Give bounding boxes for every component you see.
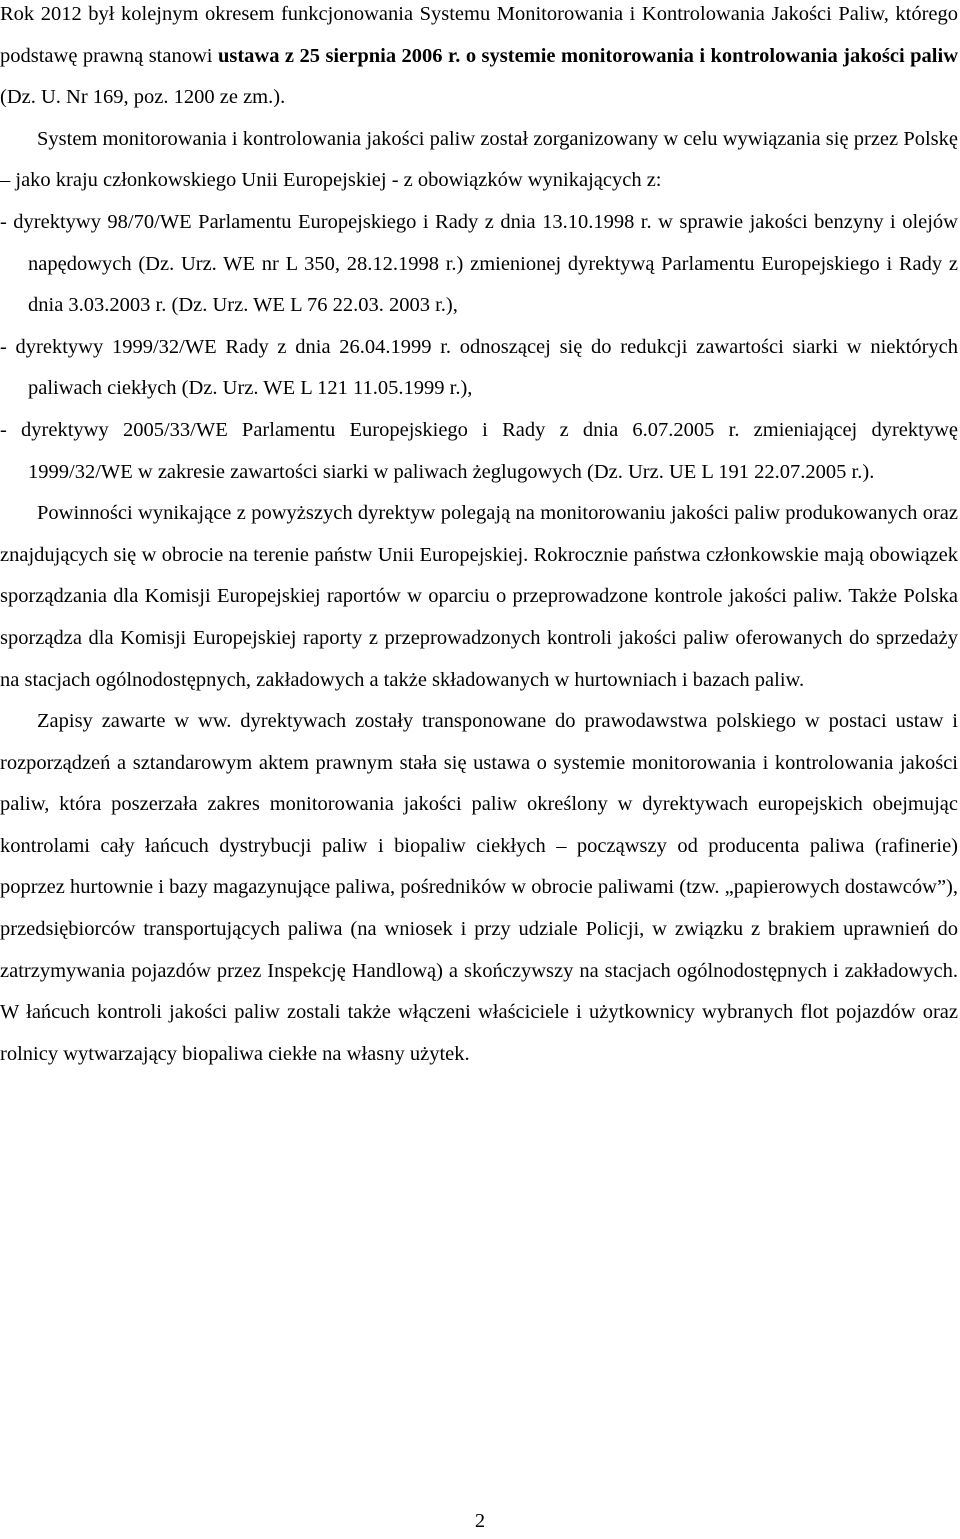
directive-item-1: - dyrektywy 98/70/WE Parlamentu Europejskiego i Rady z dnia 13.10.1998 r. w sprawie jakości benzyny i olejów napędowych (Dz. Urz. WE nr L 350, 28.12.1998 r.) zmienionej dyrektywą Parlamentu Europejskiego i Rady z dnia 3.03.2003 r. (Dz. Urz. WE L 76 22.03. 2003 r.), — [0, 210, 958, 317]
intro-text-start: Rok 2012 był kolejnym okresem funkcjonowania Systemu Monitorowania i Kontrolowania Jakości Paliw, którego podstawę prawną stanowi — [0, 3, 958, 67]
act-title: ustawa z 25 sierpnia 2006 r. o systemie monitorowania i kontrolowania jakości paliw — [217, 44, 958, 67]
directive-item-3: - dyrektywy 2005/33/WE Parlamentu Europejskiego i Rady z dnia 6.07.2005 r. zmieniającej dyrektywę 1999/32/WE w zakresie zawartości siarki w paliwach żeglugowych (Dz. Urz. UE L 191 22.07.2005 r.). — [0, 418, 958, 483]
paragraph-system-purpose: System monitorowania i kontrolowania jakości paliw został zorganizowany w celu wywiązania się przez Polskę – jako kraju członkowskiego Unii Europejskiej - z obowiązków wynikających z: — [0, 127, 958, 192]
directive-item-2: - dyrektywy 1999/32/WE Rady z dnia 26.04.1999 r. odnoszącej się do redukcji zawartości siarki w niektórych paliwach ciekłych (Dz. Urz. WE L 121 11.05.1999 r.), — [0, 335, 958, 400]
paragraph-intro — [0, 0, 958, 119]
paragraph-transposition: Zapisy zawarte w ww. dyrektywach zostały transponowane do prawodawstwa polskiego w postaci ustaw i rozporządzeń a sztandarowym aktem prawnym stała się ustawa o systemie monitorowania i kontrolowania jakości paliw, która poszerzała zakres monitorowania jakości paliw określony w dyrektywach europejskich obejmując kontrolami cały łańcuch dystrybucji paliw i biopaliw ciekłych – począwszy od producenta paliwa (rafinerie) poprzez hurtownie i bazy magazynujące paliwa, pośredników w obrocie paliwami (tzw. „papierowych dostawców”), przedsiębiorców transportujących paliwa (na wniosek i przy udziale Policji, w związku z brakiem uprawnień do zatrzymywania pojazdów przez Inspekcję Handlową) a skończywszy na stacjach ogólnodostępnych i zakładowych. W łańcuch kontroli jakości paliw zostali także włączeni właściciele i użytkownicy wybranych flot pojazdów oraz rolnicy wytwarzający biopaliwa ciekłe na własny użytek. — [0, 710, 958, 1065]
paragraph-obligations: Powinności wynikające z powyższych dyrektyw polegają na monitorowaniu jakości paliw produkowanych oraz znajdujących się w obrocie na terenie państw Unii Europejskiej. Rokrocznie państwa członkowskie mają obowiązek sporządzania dla Komisji Europejskiej raportów w oparciu o przeprowadzone kontrole jakości paliw. Także Polska sporządza dla Komisji Europejskiej raporty z przeprowadzonych kontroli jakości paliw oferowanych do sprzedaży na stacjach ogólnodostępnych, zakładowych a także składowanych w hurtowniach i bazach paliw. — [0, 502, 958, 691]
page-number: 2 — [474, 1510, 486, 1532]
intro-text-end: (Dz. U. Nr 169, poz. 1200 ze zm.). — [0, 86, 286, 109]
